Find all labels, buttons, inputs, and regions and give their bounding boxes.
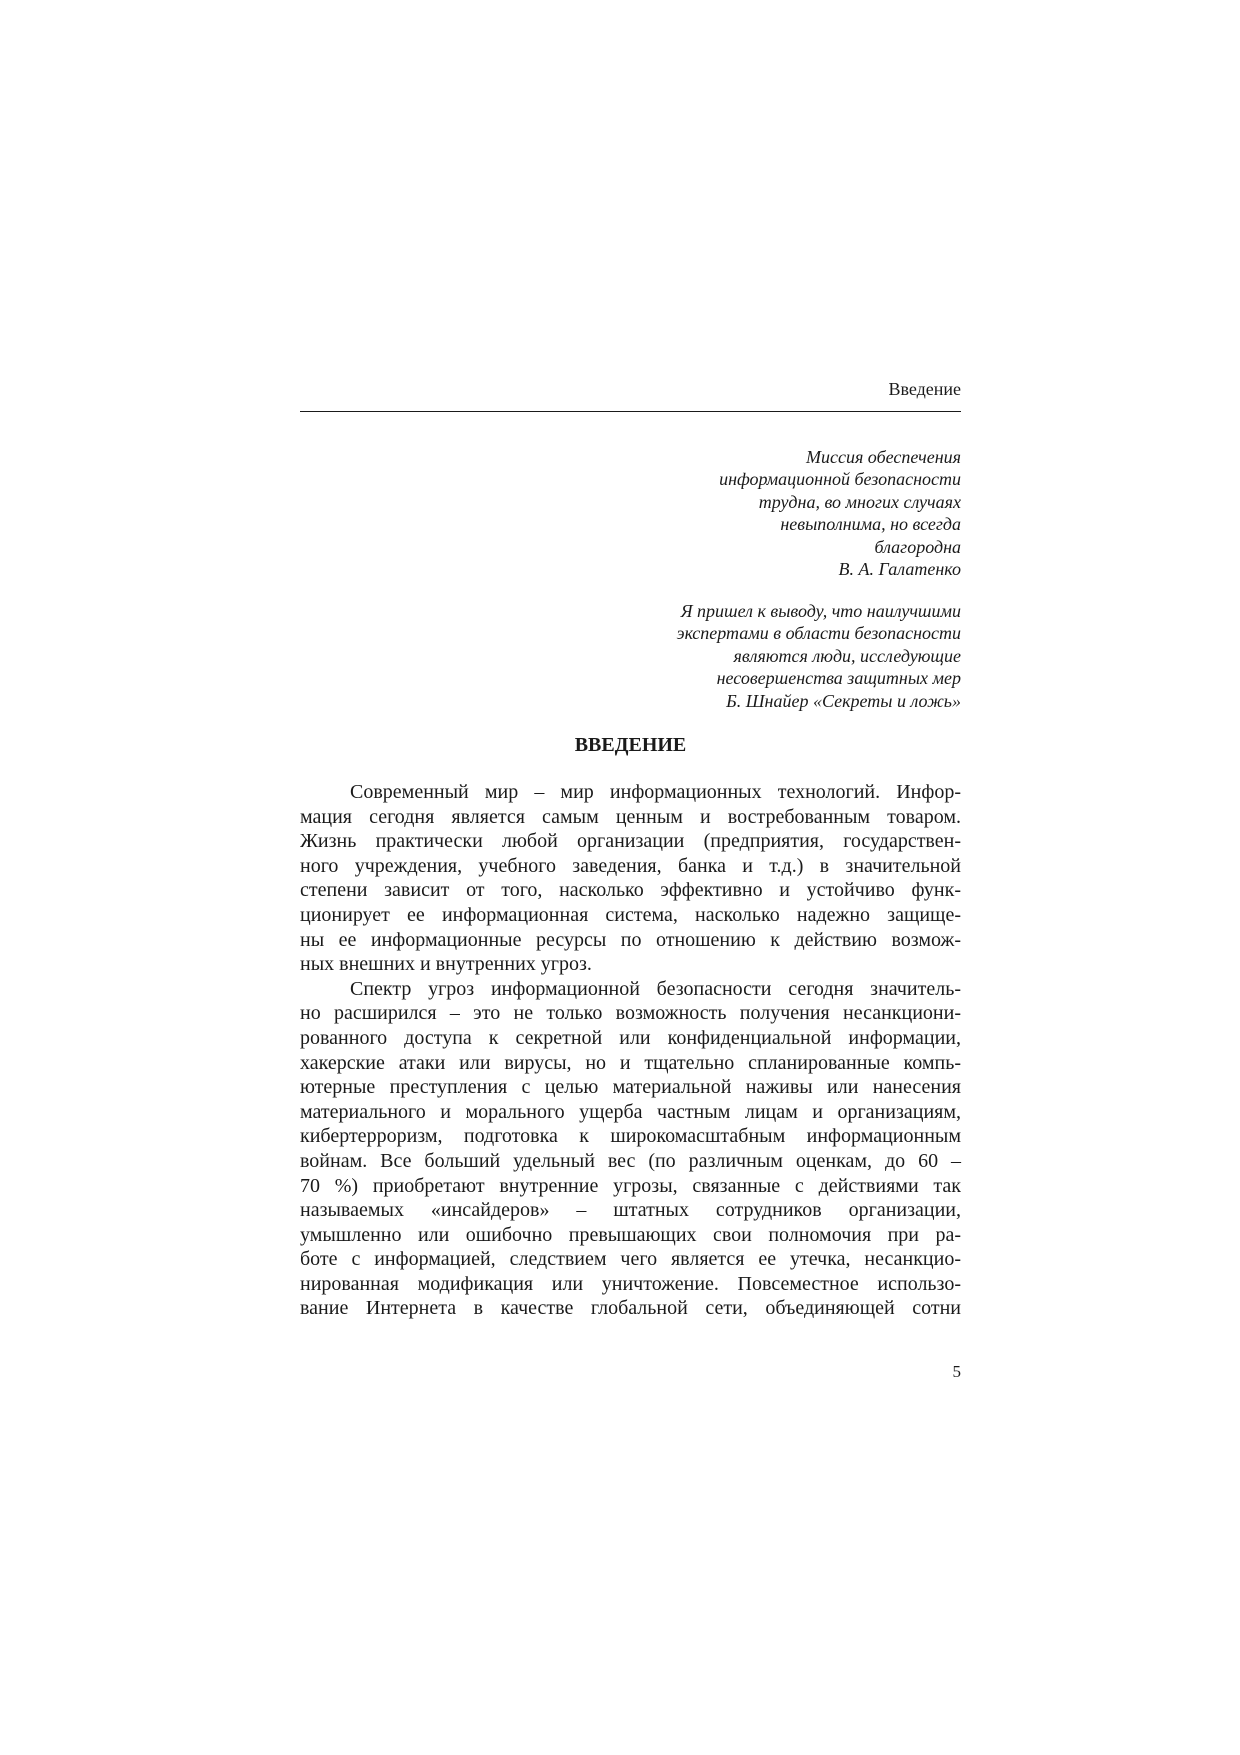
running-header-title: Введение — [888, 379, 961, 399]
text-line: 70 %) приобретают внутренние угрозы, связанные с действиями так — [300, 1174, 961, 1197]
text-line: мация сегодня является самым ценным и востребованным товаром. — [300, 805, 961, 828]
paragraph-1 — [300, 780, 961, 977]
epigraph-line: Миссия обеспечения — [805, 447, 961, 467]
text-line: Жизнь практически любой организации (предприятия, государствен- — [300, 830, 961, 853]
text-line: материального и морального ущерба частным лицам и организациям, — [300, 1100, 961, 1123]
text-line: Спектр угроз информационной безопасности сегодня значитель- — [350, 977, 961, 1000]
text-line: называемых «инсайдеров» – штатных сотрудников организации, — [300, 1199, 961, 1222]
epigraph-line: трудна, во многих случаях — [758, 491, 961, 512]
epigraph-author: Б. Шнайер «Секреты и ложь» — [726, 690, 961, 711]
text-line: вание Интернета в качестве глобальной сети, объединяющей сотни — [300, 1297, 961, 1320]
text-line: ны ее информационные ресурсы по отношению к действию возмож- — [300, 928, 961, 951]
epigraph-line: экспертами в области безопасности — [676, 623, 961, 644]
epigraph-galatenko — [560, 446, 961, 580]
epigraph-line: являются люди, исследующие — [733, 645, 961, 666]
page-number: 5 — [952, 1362, 961, 1381]
text-line: степени зависит от того, насколько эффективно и устойчиво функ- — [300, 879, 961, 902]
text-line: ционирует ее информационная система, насколько надежно защище- — [300, 903, 961, 926]
text-line: хакерские атаки или вирусы, но и тщательно спланированные компь- — [300, 1051, 961, 1074]
body-text — [300, 780, 961, 1321]
text-line: рованного доступа к секретной или конфиденциальной информации, — [300, 1026, 961, 1049]
paragraph-2 — [300, 977, 961, 1321]
section-title: ВВЕДЕНИЕ — [574, 734, 687, 756]
epigraph-line: благородна — [874, 536, 961, 557]
header-rule — [300, 411, 961, 412]
epigraph-author: В. А. Галатенко — [838, 559, 961, 580]
epigraph-line: невыполнима, но всегда — [780, 514, 961, 535]
text-line: Современный мир – мир информационных технологий. Инфор- — [350, 781, 961, 803]
epigraph-line: несовершенства защитных мер — [716, 668, 961, 689]
text-line: ных внешних и внутренних угроз. — [300, 953, 592, 976]
text-line: умышленно или ошибочно превышающих свои полномочия при ра- — [300, 1223, 961, 1246]
text-line: ютерные преступления с целью материальной наживы или нанесения — [300, 1076, 961, 1099]
epigraph-line: информационной безопасности — [719, 469, 961, 490]
epigraph-line: Я пришел к выводу, что наилучшими — [680, 601, 961, 621]
text-line: кибертерроризм, подготовка к широкомасштабным информационным — [300, 1125, 961, 1148]
epigraph-schneier — [560, 600, 961, 712]
text-line: ного учреждения, учебного заведения, банка и т.д.) в значительной — [300, 854, 961, 877]
text-line: нированная модификация или уничтожение. Повсеместное использо- — [300, 1272, 961, 1295]
text-line: но расширился – это не только возможность получения несанкциони- — [300, 1002, 961, 1025]
text-line: войнам. Все больший удельный вес (по различным оценкам, до 60 – — [300, 1149, 961, 1172]
text-line: боте с информацией, следствием чего является ее утечка, несанкцио- — [300, 1248, 961, 1271]
